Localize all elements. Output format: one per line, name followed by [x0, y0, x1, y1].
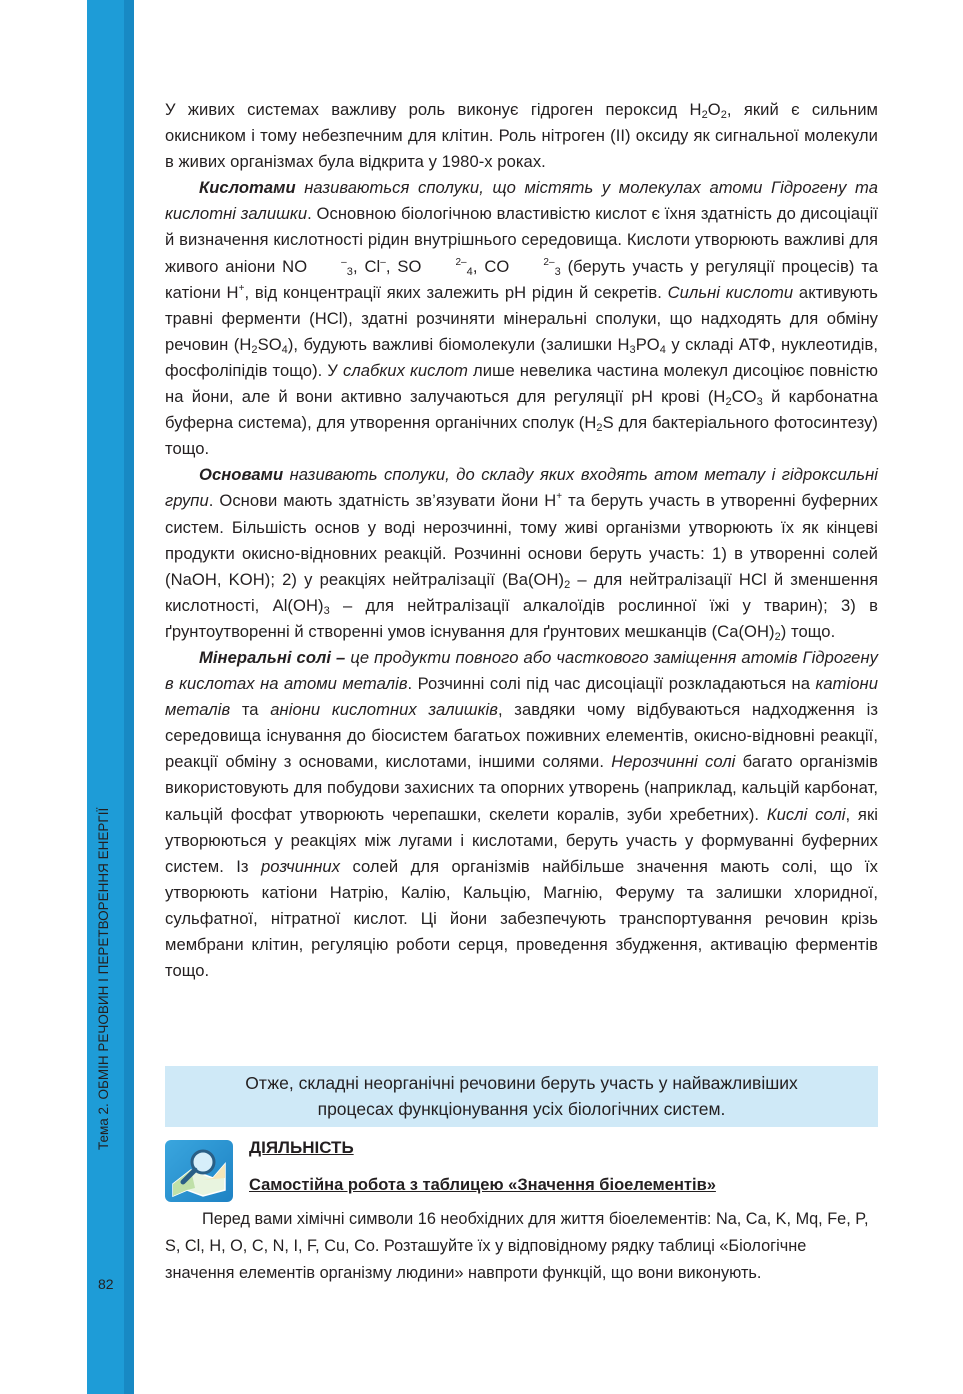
paragraph-acids: Кислотами називаються сполуки, що містять у молекулах атоми Гідрогену та кислотні залишки. Основною біологічною властивістю кислот є їхня здатність до дисоціації й визначення кислотності рідин внутрішнього середовища. Кислоти утворюють важливі для живого аніони NO –$_3$, Cl–, SO $^{2-}_4$, CO $^{2-}_3$ (беруть участь у регуляції процесів) та катіони H+, від концентрації яких залежить pH рідин й секретів. Сильні кислоти активують травні ферменти (HCl), здатні розчиняти мінеральні сполуки, що надходять для обміну речовин $(H_2SO_4)$, будують важливі біомолекули (залишки $H_3PO_4$ у складі АТФ, нуклеотидів, фосфоліпідів тощо). У слабких кислот лише невелика частина молекул дисоціює повністю на йони, але й вони активно залучаються для регуляції pH крові ($H_2CO_3$ й карбонатна буферна система), для утворення органічних сполук ($H_2S$ для бактеріального фотосинтезу) тощо. [165, 178, 879, 459]
side-color-stripe [124, 0, 134, 1394]
activity-text: Перед вами хімічні символи 16 необхідних для життя біоелементів: Na, Ca, K, Mq, Fe, P, S, Cl, H, O, C, N, I, F, Cu, Co. Розташуйте їх у відповідному рядку таблиці «Біологічне значення елементів організму людини» навпроти функцій, що вони виконують. [165, 1210, 869, 1282]
activity-subheading: Самостійна робота з таблицею «Значення біоелементів» [249, 1176, 716, 1194]
paragraph-bases: Основами називають сполуки, до складу яких входять атом металу і гідроксильні групи. Основи мають здатність зв’язувати йони H+ та беруть участь в утворенні буферних систем. Більшість основ у воді нерозчинні, тому живі організми утворюють їх як кінцеві продукти окисно-відновних реакцій. Розчинні основи беруть участь: 1) в утворенні солей (NaOH, KOH); 2) у реакціях нейтралізації ($Ba(OH)_2$ – для нейтралізації HCl й зменшення кислотності, $Al(OH)_3$ – для нейтралізації алкалоїдів рослинної їжі у тварин); 3) в ґрунтоутворенні й створенні умов існування для ґрунтових мешканців $(Ca(OH)_2)$ тощо. [165, 465, 879, 643]
map-magnifier-icon [165, 1140, 233, 1202]
term-salts: Мінеральні солі – [199, 647, 346, 667]
chapter-title-vertical: Тема 2. ОБМІН РЕЧОВИН І ПЕРЕТВОРЕННЯ ЕНЕРГІЇ [96, 807, 111, 1150]
main-text [165, 97, 878, 984]
summary-box [165, 1066, 878, 1127]
paragraph-peroxide: У живих системах важливу роль виконує гідроген пероксид $H_2O_2$, який є сильним окисником і тому небезпечним для клітин. Роль нітроген (II) оксиду як сигнальної молекули в живих організмах була відкрита у 1980-х роках. [165, 100, 878, 172]
summary-line-1: Отже, складні неорганічні речовини беруть участь у найважливіших [245, 1073, 798, 1093]
term-bases: Основами [199, 465, 284, 485]
activity-heading: ДІЯЛЬНІСТЬ [249, 1138, 354, 1157]
paragraph-salts: Мінеральні солі – це продукти повного або часткового заміщення атомів Гідрогену в кислотах на атоми металів. Розчинні солі під час дисоціації розкладаються на катіони металів та аніони кислотних залишків, завдяки чому відбуваються надходження із середовища існування до біосистем багатьох поживних елементів, окисно-відновні реакції, реакції обміну з основами, кислотами, іншими солями. Нерозчинні солі багато організмів використовують для побудови захисних та опорних утворень (наприклад, кальцій карбонат, кальцій фосфат утворюють черепашки, скелети коралів, зуби хребетних). Кислі солі, які утворюються у реакціях між лугами і кислотами, беруть участь у формуванні буферних систем. Із розчинних солей для організмів найбільше значення мають солі, що їх утворюють катіони Натрію, Калію, Кальцію, Магнію, Феруму та залишки хлоридної, сульфатної, нітратної кислот. Ці йони забезпечують транспортування речовин крізь мембрани клітин, регуляцію роботи серця, проведення збудження, активацію ферментів тощо. [165, 647, 879, 981]
term-acids: Кислотами [199, 178, 296, 198]
summary-line-2: процесах функціонування усіх біологічних систем. [317, 1099, 726, 1119]
page-number: 82 [98, 1276, 114, 1292]
